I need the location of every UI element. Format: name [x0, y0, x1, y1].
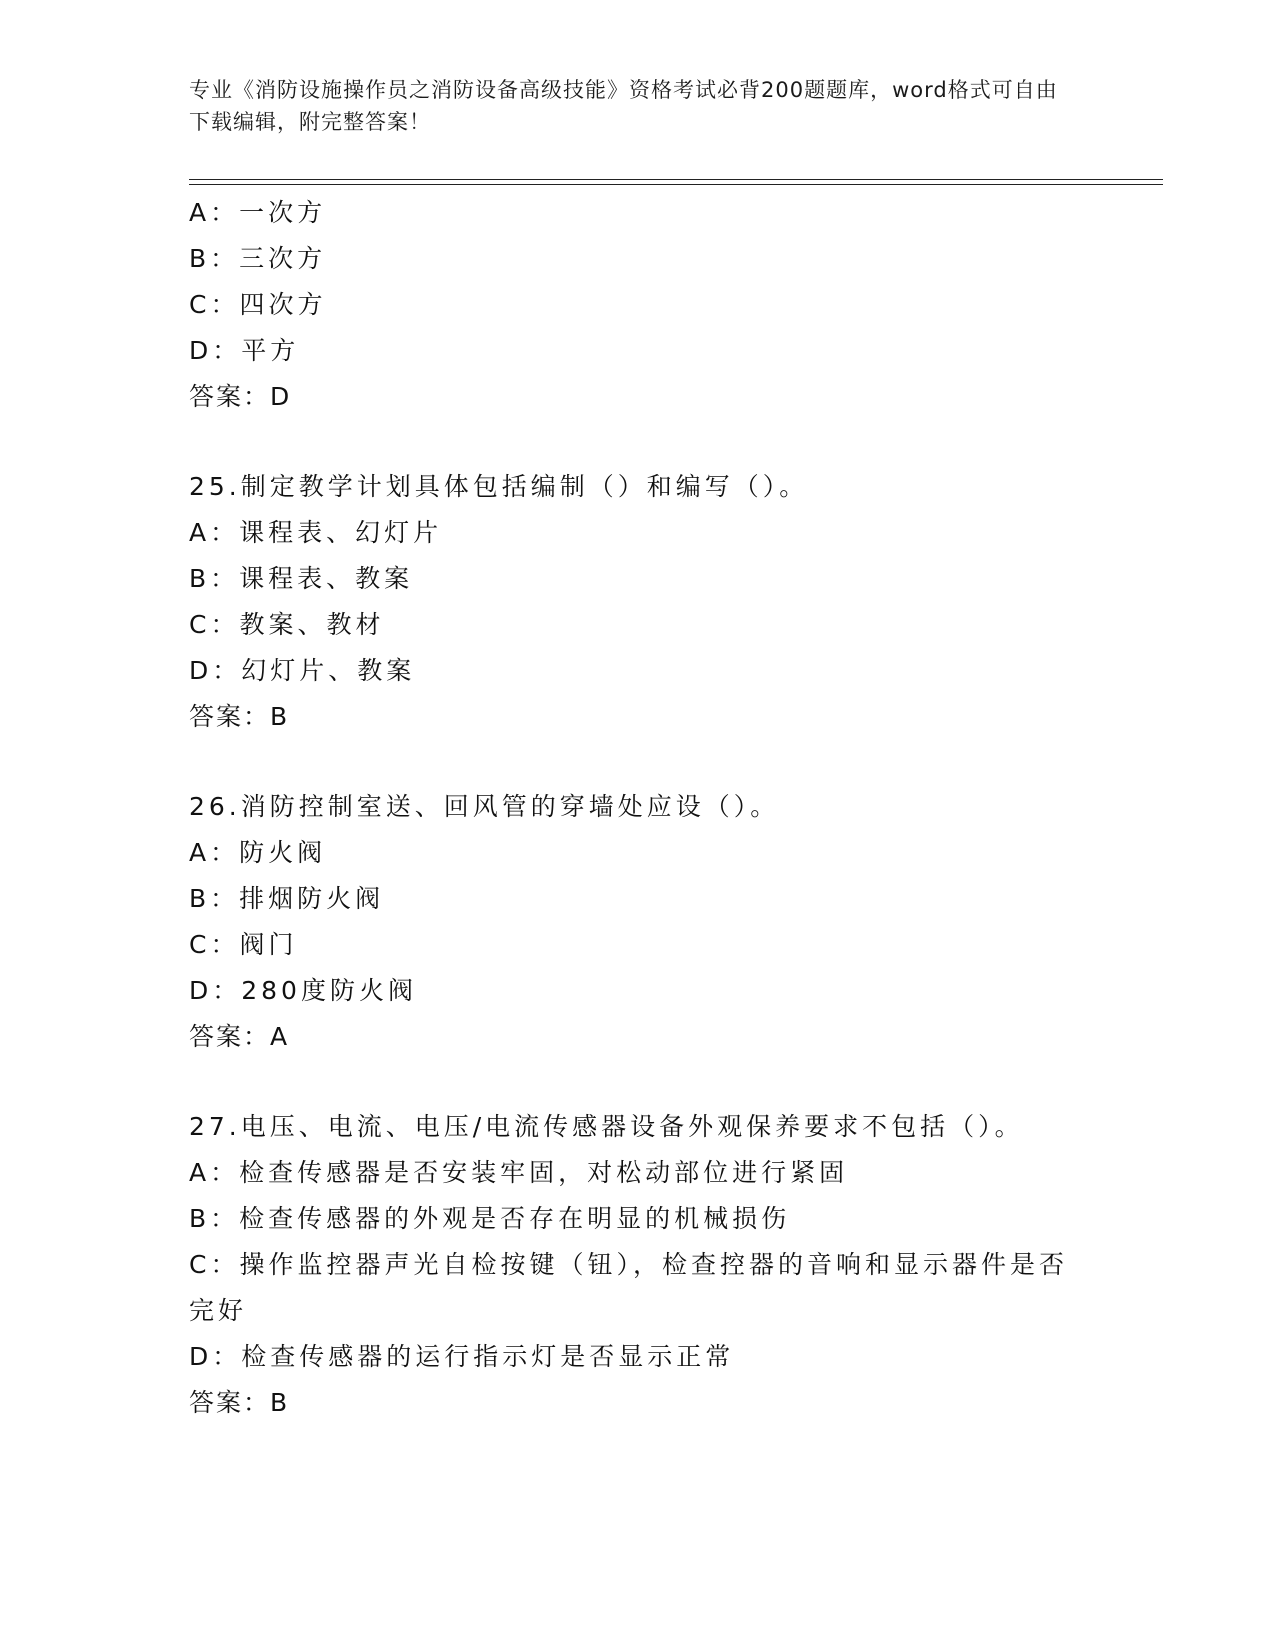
option-b: B：课程表、教案	[189, 564, 414, 593]
option-c: C：教案、教材	[189, 610, 385, 639]
question-stem: 25.制定教学计划具体包括编制（）和编写（）。	[189, 472, 809, 501]
answer: 答案：B	[189, 1388, 290, 1417]
option-a: A：检查传感器是否安装牢固，对松动部位进行紧固	[189, 1158, 849, 1187]
header-divider-top	[189, 179, 1163, 180]
question-block-prev	[189, 190, 1089, 420]
option-c: C：操作监控器声光自检按键（钮），检查控器的音响和显示器件是否完好	[189, 1250, 1068, 1325]
option-d: D：280度防火阀	[189, 976, 417, 1005]
answer: 答案：A	[189, 1022, 290, 1051]
option-d: D：幻灯片、教案	[189, 656, 416, 685]
question-block-26	[189, 784, 1089, 1060]
option-c: C：四次方	[189, 290, 327, 319]
option-c: C：阀门	[189, 930, 298, 959]
question-stem: 27.电压、电流、电压/电流传感器设备外观保养要求不包括（）。	[189, 1112, 1024, 1141]
spacer	[189, 420, 1089, 464]
option-d: D：平方	[189, 336, 300, 365]
answer: 答案：D	[189, 382, 292, 411]
option-b: B：排烟防火阀	[189, 884, 385, 913]
option-a: A：防火阀	[189, 838, 327, 867]
document-header: 专业《消防设施操作员之消防设备高级技能》资格考试必背200题题库，word格式可自由下载编辑，附完整答案！	[189, 78, 1058, 134]
question-block-27	[189, 1104, 1089, 1426]
question-list	[189, 190, 1089, 1426]
option-a: A：课程表、幻灯片	[189, 518, 443, 547]
spacer	[189, 1060, 1089, 1104]
option-a: A：一次方	[189, 198, 327, 227]
answer: 答案：B	[189, 702, 290, 731]
spacer	[189, 740, 1089, 784]
question-stem: 26.消防控制室送、回风管的穿墙处应设（）。	[189, 792, 780, 821]
header-divider-bottom	[189, 184, 1163, 185]
question-block-25	[189, 464, 1089, 740]
option-b: B：检查传感器的外观是否存在明显的机械损伤	[189, 1204, 791, 1233]
option-d: D：检查传感器的运行指示灯是否显示正常	[189, 1342, 735, 1371]
option-b: B：三次方	[189, 244, 327, 273]
